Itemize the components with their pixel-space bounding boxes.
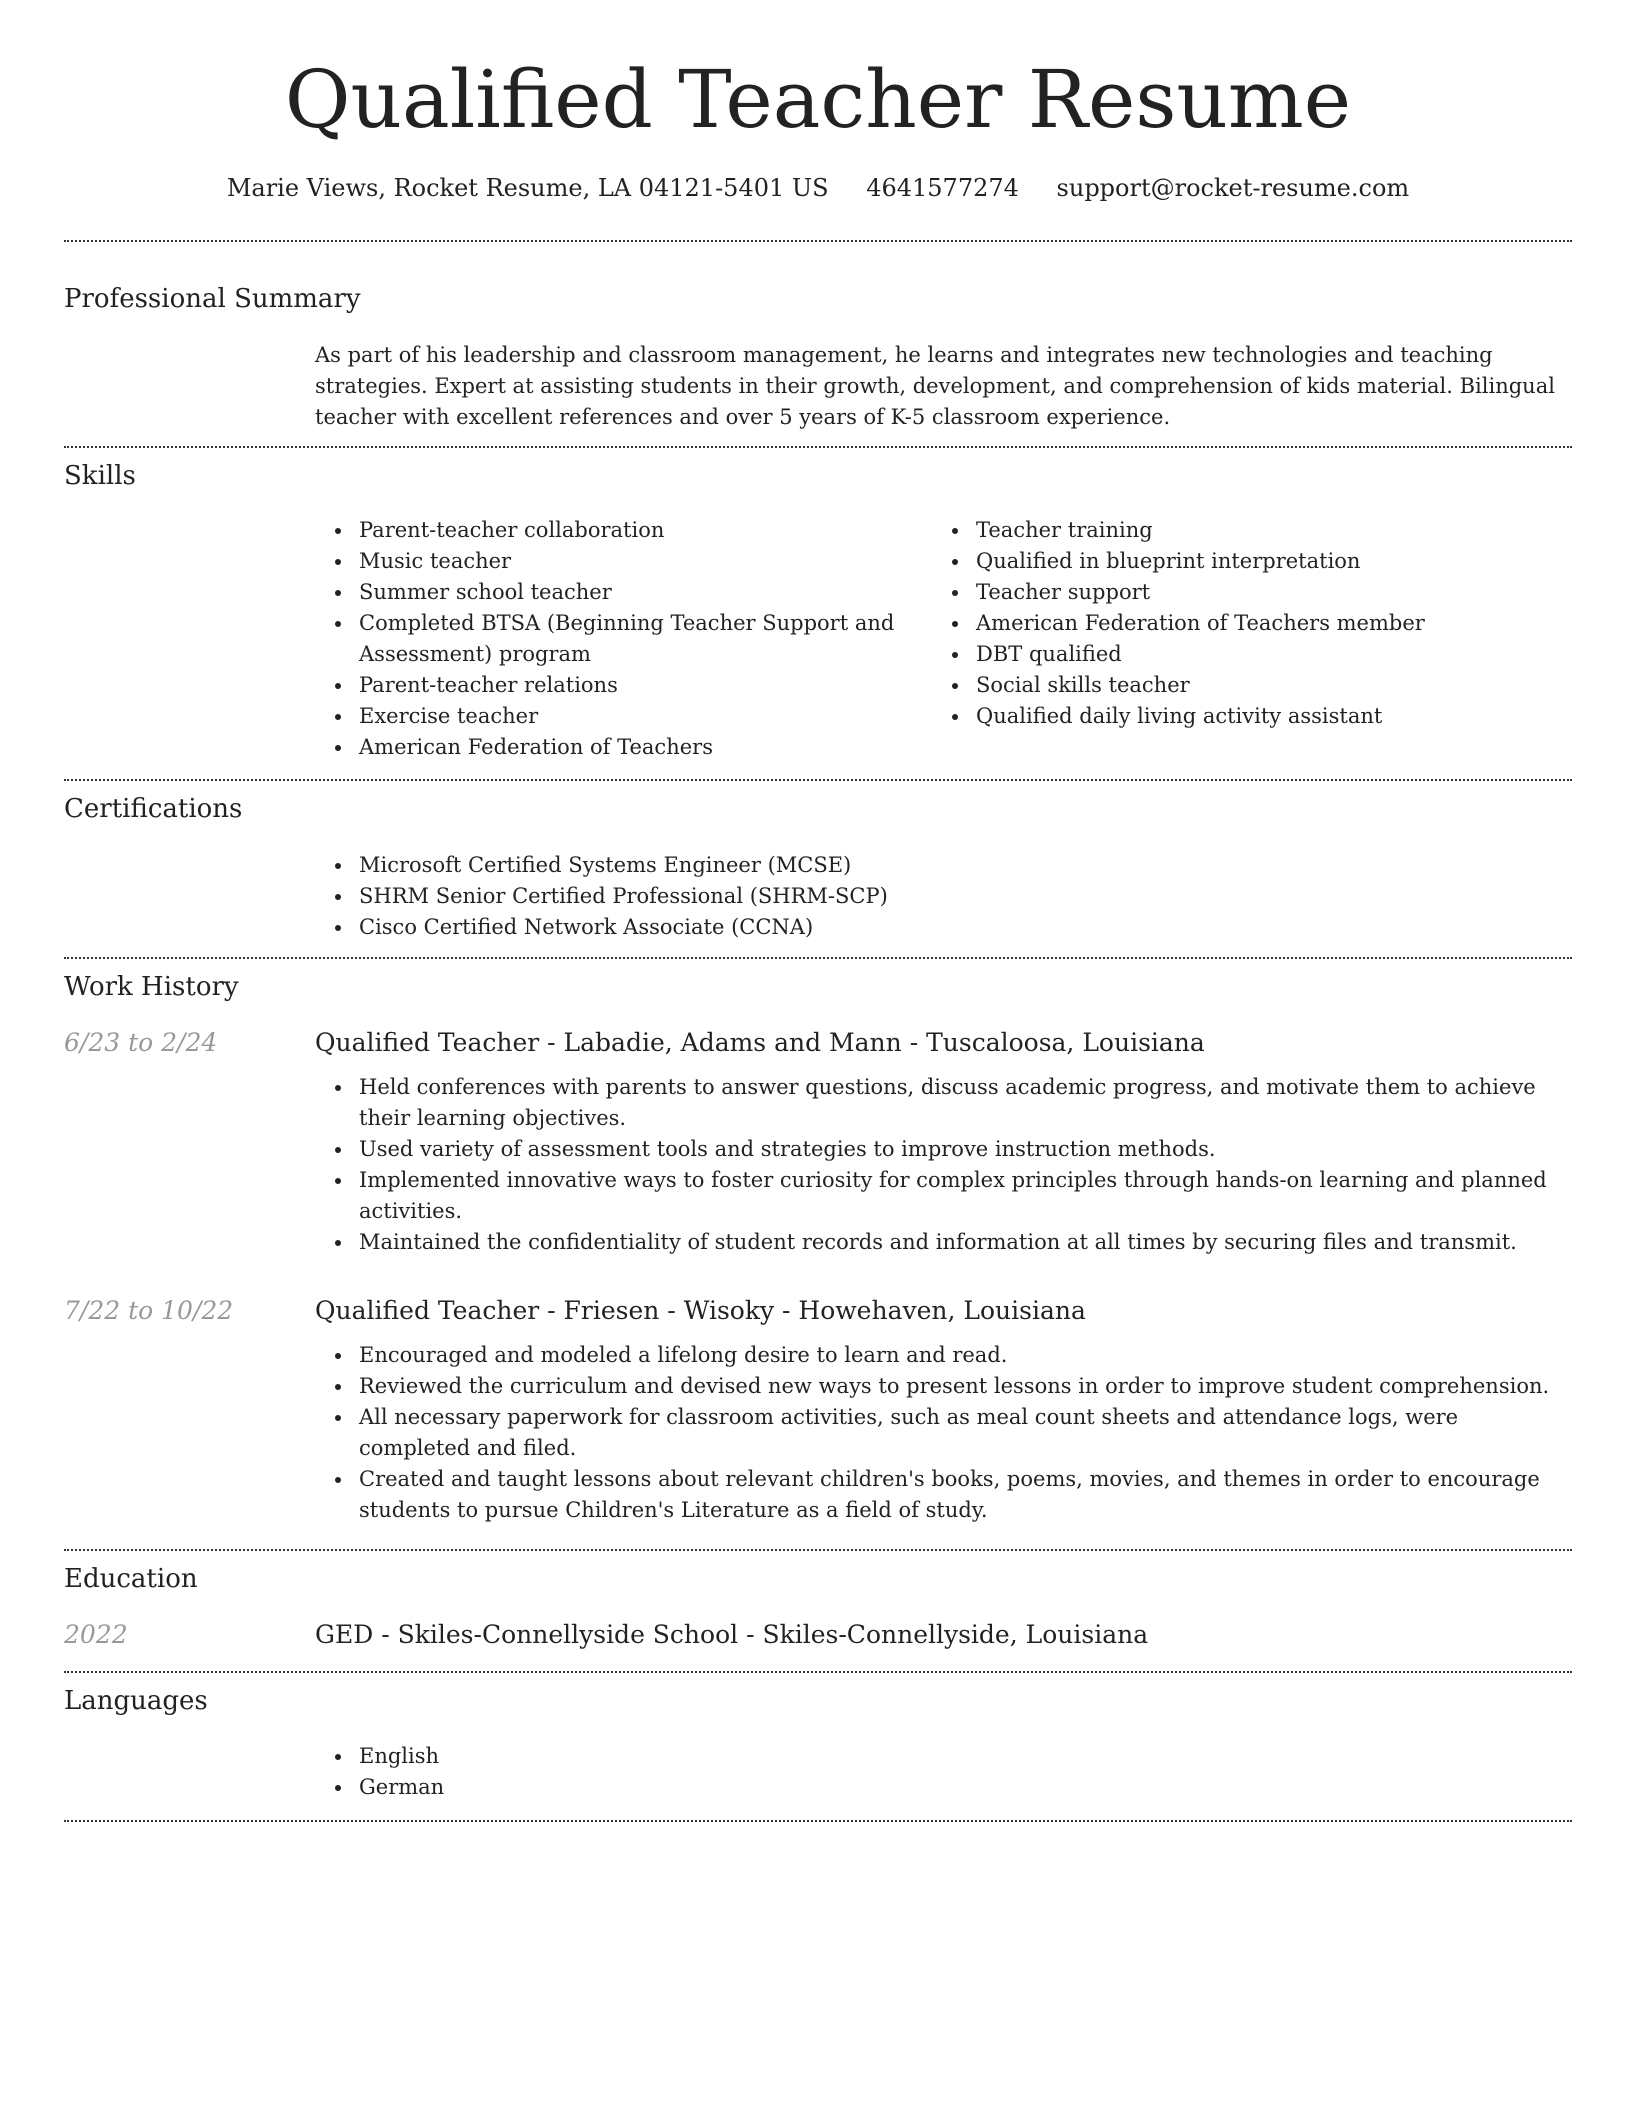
list-item: Implemented innovative ways to foster curiosity for complex principles through hands-on learning and planned activities.	[315, 1165, 1572, 1227]
summary-block	[315, 340, 1572, 433]
job-title: Qualified Teacher - Friesen - Wisoky - Howehaven, Louisiana	[315, 1296, 1086, 1325]
divider	[64, 446, 1572, 448]
summary-text: As part of his leadership and classroom management, he learns and integrates new technologies and teaching strategies. Expert at assisting students in their growth, development, and comprehension of kids material. Bilingual teacher with excellent references and over 5 years of K-5 classroom experience.	[315, 343, 1555, 429]
list-item: Parent-teacher relations	[315, 670, 932, 701]
list-item: Teacher training	[932, 515, 1549, 546]
list-item: Held conferences with parents to answer questions, discuss academic progress, and motivate them to achieve their learning objectives.	[315, 1072, 1572, 1134]
list-item: SHRM Senior Certified Professional (SHRM-SCP)	[315, 881, 1572, 912]
job-bullets	[315, 1072, 1572, 1258]
section-heading-education: Education	[64, 1564, 198, 1594]
certifications-list	[315, 850, 1572, 943]
list-item: All necessary paperwork for classroom activities, such as meal count sheets and attendance logs, were completed and filed.	[315, 1402, 1572, 1464]
list-item: Maintained the confidentiality of student records and information at all times by securing files and transmit.	[315, 1227, 1572, 1258]
list-item: Social skills teacher	[932, 670, 1549, 701]
job-entry	[315, 1294, 1572, 1526]
contact-line	[64, 172, 1572, 204]
job-title: Qualified Teacher - Labadie, Adams and Mann - Tuscaloosa, Louisiana	[315, 1028, 1205, 1057]
section-heading-work-history: Work History	[64, 972, 239, 1002]
list-item: Used variety of assessment tools and strategies to improve instruction methods.	[315, 1134, 1572, 1165]
skills-list-right	[932, 515, 1549, 763]
job-bullets	[315, 1340, 1572, 1526]
list-item: Exercise teacher	[315, 701, 932, 732]
list-item: Microsoft Certified Systems Engineer (MCSE)	[315, 850, 1572, 881]
list-item: Qualified in blueprint interpretation	[932, 546, 1549, 577]
education-title: GED - Skiles-Connellyside School - Skiles-Connellyside, Louisiana	[315, 1620, 1149, 1649]
divider	[64, 957, 1572, 959]
list-item: Summer school teacher	[315, 577, 932, 608]
divider	[64, 1549, 1572, 1551]
languages-block	[315, 1741, 1572, 1803]
list-item: Completed BTSA (Beginning Teacher Support and Assessment) program	[315, 608, 932, 670]
list-item: DBT qualified	[932, 639, 1549, 670]
job-entry	[315, 1026, 1572, 1258]
section-heading-skills: Skills	[64, 461, 136, 491]
divider	[64, 1671, 1572, 1673]
contact-phone: 4641577274	[866, 174, 1019, 202]
resume-title: Qualified Teacher Resume	[284, 53, 1352, 146]
list-item: Music teacher	[315, 546, 932, 577]
divider	[64, 779, 1572, 781]
skills-list-left	[315, 515, 932, 763]
list-item: American Federation of Teachers member	[932, 608, 1549, 639]
skills-block	[315, 515, 1572, 763]
list-item: Parent-teacher collaboration	[315, 515, 932, 546]
divider	[64, 1820, 1572, 1822]
list-item: Cisco Certified Network Associate (CCNA)	[315, 912, 1572, 943]
list-item: Qualified daily living activity assistant	[932, 701, 1549, 732]
education-year: 2022	[64, 1620, 128, 1649]
list-item: English	[315, 1741, 1572, 1772]
contact-email: support@rocket-resume.com	[1056, 174, 1410, 202]
certifications-block	[315, 850, 1572, 943]
education-entry	[315, 1618, 1572, 1652]
list-item: German	[315, 1772, 1572, 1803]
list-item: Teacher support	[932, 577, 1549, 608]
divider	[64, 240, 1572, 242]
section-heading-summary: Professional Summary	[64, 284, 361, 314]
job-dates: 7/22 to 10/22	[64, 1296, 234, 1325]
contact-address: Marie Views, Rocket Resume, LA 04121-5401 US	[226, 174, 829, 202]
job-dates: 6/23 to 2/24	[64, 1028, 218, 1057]
languages-list	[315, 1741, 1572, 1803]
list-item: Reviewed the curriculum and devised new ways to present lessons in order to improve student comprehension.	[315, 1371, 1572, 1402]
list-item: Encouraged and modeled a lifelong desire to learn and read.	[315, 1340, 1572, 1371]
list-item: American Federation of Teachers	[315, 732, 932, 763]
section-heading-certifications: Certifications	[64, 794, 243, 824]
list-item: Created and taught lessons about relevant children's books, poems, movies, and themes in order to encourage students to pursue Children's Literature as a field of study.	[315, 1464, 1572, 1526]
section-heading-languages: Languages	[64, 1686, 208, 1716]
